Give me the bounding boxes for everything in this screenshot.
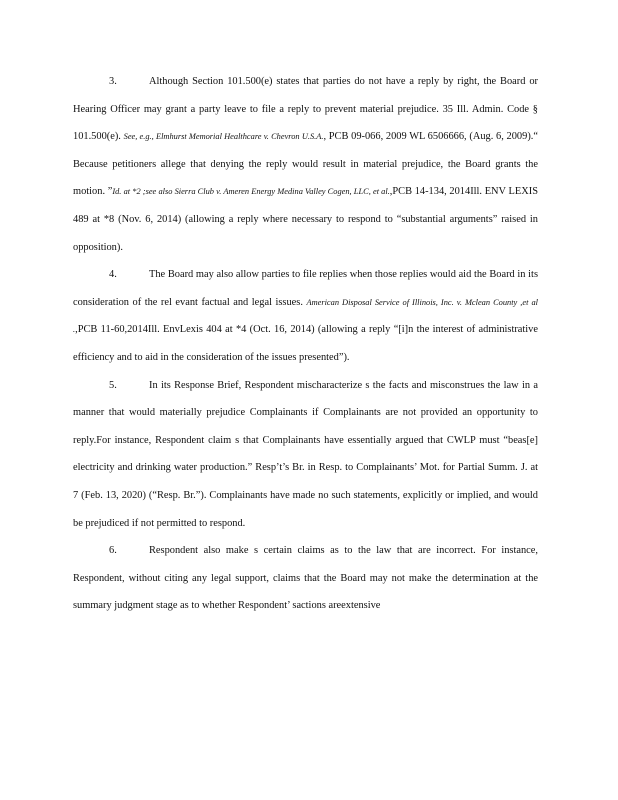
case-citation: Id. at *2 ;see also Sierra Club v. Ameren Energy Medina Valley Cogen, LLC, et al. [112,187,390,197]
paragraph-text: Although Section 101.500(e) states that parties do not have a reply by right, the Board or Hearing Officer may grant a party leave to file a reply to prevent material prejudice. 35 Ill. Admin. Code § 101.500(e). [73,76,538,143]
paragraph-text: , PCB 09-066, 2009 WL 6506666, (Aug. 6, 2009).“ Because petitioners allege that denying the reply would result in material prejudice, the Board grants the motion. ” [73,131,538,198]
paragraph-number: 4. [109,269,117,281]
paragraph-4 [73,261,538,371]
paragraph-number: 3. [109,76,117,87]
document-body [73,68,538,620]
case-citation: American Disposal Service of Illinois, Inc. v. Mclean County ,et al . [73,297,538,335]
paragraph-text: In its Response Brief, Respondent mischaracterize s the facts and misconstrues the law in a manner that would materially prejudice Complainants if Complainants are not provided an opportunity to reply.For instance, Respondent claim s that Complainants have essentially argued that CWLP must “beas[e] electricity and drinking water production.” Resp’t’s Br. in Resp. to Complainants’ Mot. for Partial Summ. J. at 7 (Feb. 13, 2020) (“Resp. Br.”). Complainants have made no such statements, explicitly or implied, and would be prejudiced if not permitted to respond. [73,379,538,529]
paragraph-text: Respondent also make s certain claims as to the law that are incorrect. For instance, Respondent, without citing any legal support, claims that the Board may not make the determination at the summary judgment stage as to whether Respondent’ sactions areextensive [73,545,538,612]
paragraph-text: The Board may also allow parties to file replies when those replies would aid the Board in its consideration of the rel evant factual and legal issues. [73,269,538,308]
paragraph-number: 5. [109,379,117,391]
paragraph-6 [73,537,538,620]
paragraph-number: 6. [109,545,117,557]
paragraph-text: ,PCB 14-134, 2014Ill. ENV LEXIS 489 at *8 (Nov. 6, 2014) (allowing a reply where necessary to respond to “substantial arguments” raised in opposition). [73,186,538,253]
paragraph-5 [73,372,538,538]
paragraph-text: ,PCB 11-60,2014Ill. EnvLexis 404 at *4 (Oct. 16, 2014) (allowing a reply “[i]n the interest of administrative efficiency and to aid in the consideration of the issues presented”). [73,324,538,363]
case-citation: See, e.g., Elmhurst Memorial Healthcare v. Chevron U.S.A. [123,132,324,142]
paragraph-3 [73,68,538,261]
